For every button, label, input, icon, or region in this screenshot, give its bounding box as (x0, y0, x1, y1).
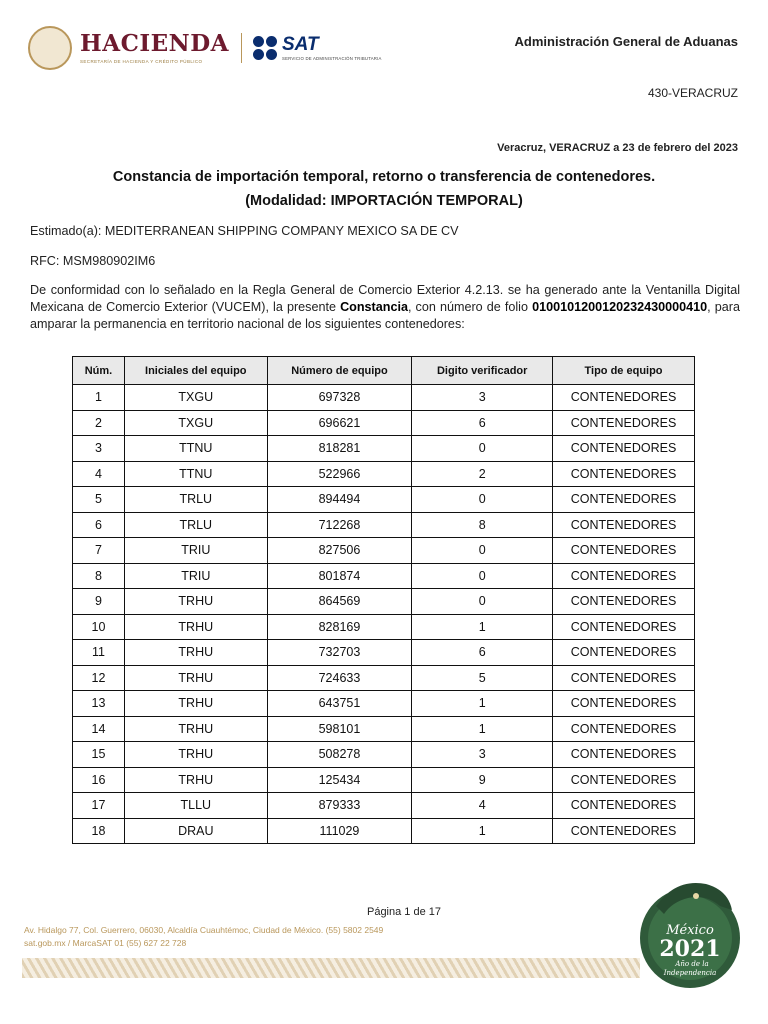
cell-num: 6 (73, 512, 125, 538)
cell-num: 2 (73, 410, 125, 436)
document-title: Constancia de importación temporal, retorno o transferencia de contenedores. (112, 169, 656, 185)
cell-equipment-number: 111029 (267, 818, 412, 844)
table-row (73, 461, 695, 487)
table-row (73, 410, 695, 436)
cell-equipment-number: 125434 (267, 767, 412, 793)
cell-check-digit: 8 (412, 512, 553, 538)
cell-check-digit: 0 (412, 589, 553, 615)
cell-check-digit: 1 (412, 614, 553, 640)
cell-equipment-type: CONTENEDORES (553, 563, 695, 589)
cell-check-digit: 6 (412, 410, 553, 436)
cell-initials: TRLU (124, 512, 267, 538)
cell-equipment-number: 643751 (267, 691, 412, 717)
cell-initials: TRHU (124, 742, 267, 768)
table-row (73, 385, 695, 411)
rfc: RFC: MSM980902IM6 (30, 254, 156, 268)
cell-equipment-type: CONTENEDORES (553, 385, 695, 411)
eagle-seal-icon (28, 26, 72, 70)
cell-num: 3 (73, 436, 125, 462)
cell-equipment-type: CONTENEDORES (553, 512, 695, 538)
cell-check-digit: 4 (412, 793, 553, 819)
cell-equipment-type: CONTENEDORES (553, 640, 695, 666)
addressee: Estimado(a): MEDITERRANEAN SHIPPING COMPANY MEXICO SA DE CV (30, 224, 459, 238)
cell-equipment-type: CONTENEDORES (553, 589, 695, 615)
cell-initials: TXGU (124, 385, 267, 411)
folio-number: 0100101200120232430000410 (532, 300, 708, 314)
header-equipment-number: Número de equipo (267, 357, 412, 385)
mexico-2021-emblem-icon (636, 876, 744, 992)
cell-equipment-number: 879333 (267, 793, 412, 819)
table-row (73, 691, 695, 717)
cell-initials: TTNU (124, 461, 267, 487)
cell-equipment-number: 712268 (267, 512, 412, 538)
office-code: 430-VERACRUZ (647, 86, 738, 100)
cell-initials: TXGU (124, 410, 267, 436)
table-row (73, 793, 695, 819)
cell-equipment-number: 522966 (267, 461, 412, 487)
cell-initials: TLLU (124, 793, 267, 819)
document-date: Veracruz, VERACRUZ a 23 de febrero del 2023 (497, 142, 738, 154)
hacienda-subtitle: SECRETARÍA DE HACIENDA Y CRÉDITO PÚBLICO (80, 59, 203, 64)
table-row (73, 742, 695, 768)
header-initials: Iniciales del equipo (124, 357, 267, 385)
table-row (73, 538, 695, 564)
cell-num: 10 (73, 614, 125, 640)
table-row (73, 767, 695, 793)
table-row (73, 640, 695, 666)
emblem-eye (693, 893, 699, 899)
cell-num: 7 (73, 538, 125, 564)
equipment-table (72, 356, 695, 844)
cell-check-digit: 0 (412, 563, 553, 589)
cell-num: 15 (73, 742, 125, 768)
cell-initials: TRHU (124, 614, 267, 640)
cell-num: 16 (73, 767, 125, 793)
cell-num: 11 (73, 640, 125, 666)
cell-equipment-number: 696621 (267, 410, 412, 436)
paragraph-bold-constancia: Constancia (340, 300, 408, 314)
cell-check-digit: 9 (412, 767, 553, 793)
cell-equipment-number: 697328 (267, 385, 412, 411)
cell-equipment-type: CONTENEDORES (553, 665, 695, 691)
table-header-row (73, 357, 695, 385)
header-equipment-type: Tipo de equipo (553, 357, 695, 385)
footer-web: sat.gob.mx / MarcaSAT 01 (55) 627 22 728 (24, 938, 187, 948)
cell-check-digit: 6 (412, 640, 553, 666)
cell-equipment-number: 801874 (267, 563, 412, 589)
cell-initials: TRHU (124, 665, 267, 691)
cell-equipment-number: 598101 (267, 716, 412, 742)
header-check-digit: Digito verificador (412, 357, 553, 385)
header-logos (28, 26, 382, 70)
cell-initials: TRIU (124, 538, 267, 564)
cell-check-digit: 0 (412, 436, 553, 462)
table-row (73, 563, 695, 589)
paragraph-text: , para amparar la permanencia en territorio nacional de los siguientes contenedores: (30, 300, 740, 331)
emblem-title: México (666, 923, 714, 938)
cell-initials: TRHU (124, 589, 267, 615)
cell-equipment-type: CONTENEDORES (553, 436, 695, 462)
cell-initials: TRHU (124, 716, 267, 742)
cell-initials: TRHU (124, 640, 267, 666)
cell-num: 4 (73, 461, 125, 487)
cell-equipment-number: 894494 (267, 487, 412, 513)
hacienda-logo (80, 32, 229, 64)
cell-equipment-type: CONTENEDORES (553, 716, 695, 742)
cell-equipment-type: CONTENEDORES (553, 487, 695, 513)
cell-initials: TRLU (124, 487, 267, 513)
table-row (73, 818, 695, 844)
cell-equipment-number: 732703 (267, 640, 412, 666)
cell-equipment-type: CONTENEDORES (553, 742, 695, 768)
cell-equipment-number: 508278 (267, 742, 412, 768)
table-row (73, 589, 695, 615)
logo-divider (241, 33, 242, 63)
document-modality: (Modalidad: IMPORTACIÓN TEMPORAL) (245, 193, 523, 209)
sat-dots-icon (253, 36, 277, 60)
cell-check-digit: 0 (412, 487, 553, 513)
footer-address: Av. Hidalgo 77, Col. Guerrero, 06030, Alcaldía Cuauhtémoc, Ciudad de México. (55) 5802 2549 (24, 925, 384, 935)
cell-initials: TTNU (124, 436, 267, 462)
cell-num: 8 (73, 563, 125, 589)
table-row (73, 716, 695, 742)
sat-logo-text: SAT (282, 34, 319, 55)
cell-num: 5 (73, 487, 125, 513)
cell-initials: TRHU (124, 767, 267, 793)
cell-check-digit: 3 (412, 385, 553, 411)
cell-check-digit: 2 (412, 461, 553, 487)
cell-equipment-type: CONTENEDORES (553, 767, 695, 793)
paragraph-text: De conformidad con lo señalado en la Regla General de Comercio Exterior 4.2.13. se ha generado ante la Ventanilla Digital Mexicana de Comercio Exterior (VUCEM), la presente (30, 283, 740, 314)
paragraph-text: , con número de folio (407, 300, 533, 314)
cell-initials: DRAU (124, 818, 267, 844)
cell-equipment-type: CONTENEDORES (553, 614, 695, 640)
cell-equipment-number: 864569 (267, 589, 412, 615)
cell-equipment-type: CONTENEDORES (553, 410, 695, 436)
cell-equipment-type: CONTENEDORES (553, 538, 695, 564)
table-body (73, 385, 695, 844)
cell-num: 12 (73, 665, 125, 691)
cell-num: 9 (73, 589, 125, 615)
cell-equipment-type: CONTENEDORES (553, 793, 695, 819)
cell-equipment-type: CONTENEDORES (553, 461, 695, 487)
cell-check-digit: 3 (412, 742, 553, 768)
table-row (73, 665, 695, 691)
emblem-caption-2: Independencia (663, 969, 717, 977)
cell-num: 18 (73, 818, 125, 844)
table-row (73, 436, 695, 462)
cell-initials: TRHU (124, 691, 267, 717)
decorative-pattern-band (22, 958, 640, 978)
cell-check-digit: 5 (412, 665, 553, 691)
cell-equipment-number: 827506 (267, 538, 412, 564)
cell-check-digit: 1 (412, 818, 553, 844)
header-num: Núm. (73, 357, 125, 385)
table-row (73, 614, 695, 640)
body-paragraph (30, 282, 740, 333)
emblem-year: 2021 (659, 936, 721, 962)
cell-equipment-type: CONTENEDORES (553, 691, 695, 717)
cell-check-digit: 1 (412, 691, 553, 717)
page-number: Página 1 de 17 (366, 906, 441, 918)
table-row (73, 512, 695, 538)
emblem-caption-1: Año de la (675, 960, 709, 968)
cell-num: 1 (73, 385, 125, 411)
cell-check-digit: 0 (412, 538, 553, 564)
cell-check-digit: 1 (412, 716, 553, 742)
sat-subtitle: SERVICIO DE ADMINISTRACIÓN TRIBUTARIA (282, 56, 382, 61)
hacienda-logo-text: HACIENDA (80, 30, 229, 57)
cell-equipment-number: 828169 (267, 614, 412, 640)
cell-num: 17 (73, 793, 125, 819)
sat-logo (253, 35, 382, 61)
table-row (73, 487, 695, 513)
cell-num: 13 (73, 691, 125, 717)
cell-num: 14 (73, 716, 125, 742)
cell-equipment-number: 818281 (267, 436, 412, 462)
cell-initials: TRIU (124, 563, 267, 589)
cell-equipment-type: CONTENEDORES (553, 818, 695, 844)
agency-name: Administración General de Aduanas (514, 34, 738, 49)
cell-equipment-number: 724633 (267, 665, 412, 691)
